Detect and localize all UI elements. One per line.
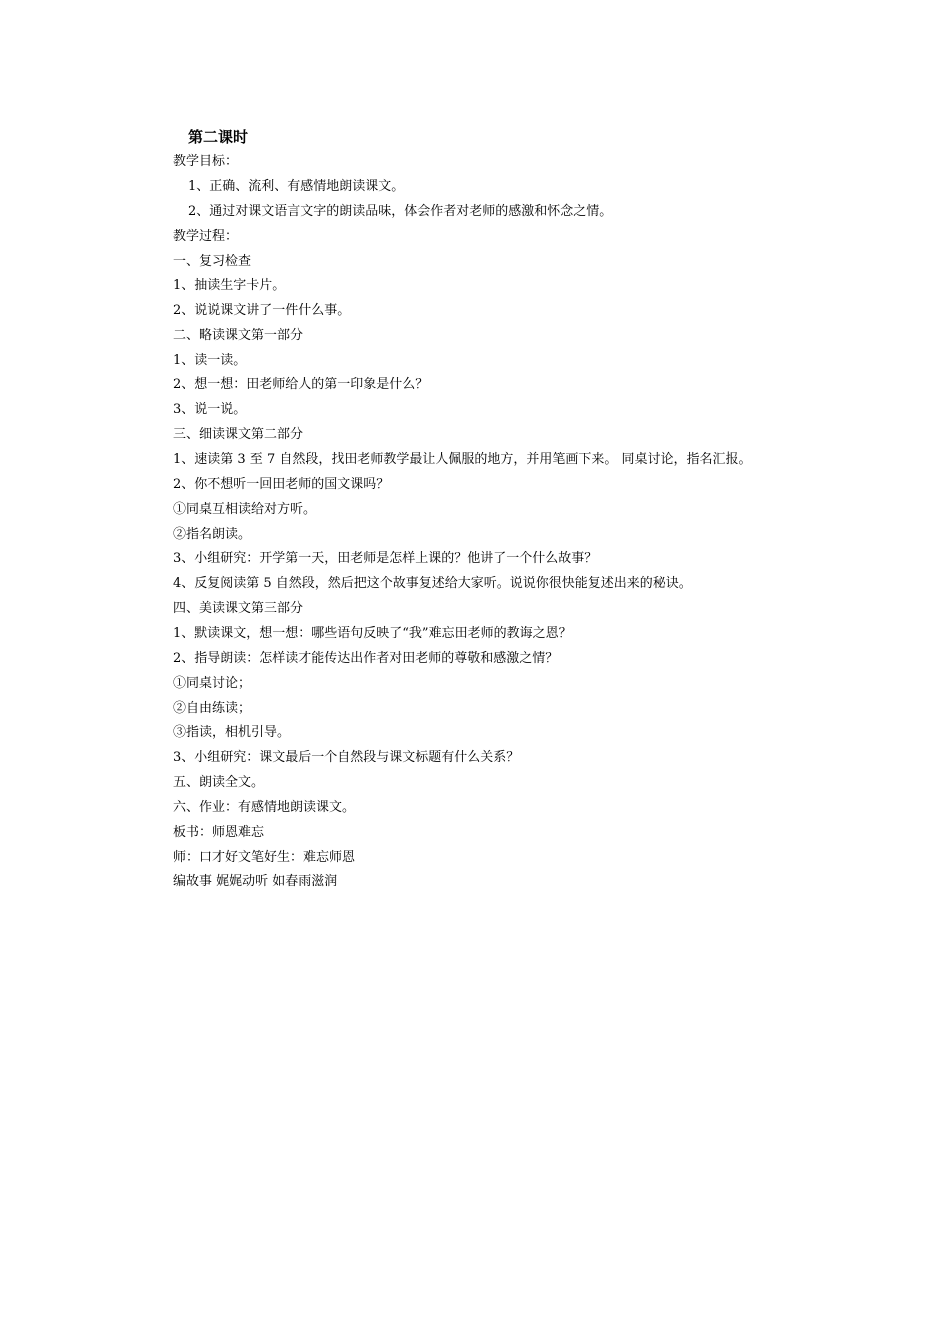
list-item: ③指读，相机引导。 [173,725,291,740]
lesson-title: 第二课时 [188,128,249,146]
list-item: 4、反复阅读第 5 自然段，然后把这个故事复述给大家听。说说你很快能复述出来的秘诀。 [173,576,692,591]
section-heading-goals: 教学目标： [173,154,239,169]
step-heading-part-two: 三、细读课文第二部分 [173,427,304,442]
step-heading-homework: 六、作业：有感情地朗读课文。 [173,800,356,815]
board-writing-line: 编故事 娓娓动听 如春雨滋润 [173,874,338,889]
goal-item-2: 2、通过对课文语言文字的朗读品味，体会作者对老师的感激和怀念之情。 [188,204,613,219]
step-heading-part-one: 二、略读课文第一部分 [173,328,304,343]
board-writing-title: 板书：师恩难忘 [173,825,265,840]
list-item: 1、抽读生字卡片。 [173,278,286,293]
list-item: ①同桌讨论； [173,676,252,691]
list-item: 2、说说课文讲了一件什么事。 [173,303,351,318]
board-writing-line: 师：口才好文笔好生：难忘师恩 [173,850,356,865]
list-item: 1、读一读。 [173,353,247,368]
list-item: 2、想一想：田老师给人的第一印象是什么？ [173,377,429,392]
list-item: 1、默读课文，想一想：哪些语句反映了“我”难忘田老师的教诲之恩？ [173,626,572,641]
list-item: 3、说一说。 [173,402,247,417]
step-heading-review: 一、复习检查 [173,254,252,269]
section-heading-process: 教学过程： [173,229,239,244]
list-item: ②自由练读； [173,701,252,716]
goal-item-1: 1、正确、流利、有感情地朗读课文。 [188,179,405,194]
list-item: 1、速读第 3 至 7 自然段，找田老师教学最让人佩服的地方，并用笔画下来。 同桌讨论，指名汇报。 [173,452,752,467]
list-item: ①同桌互相读给对方听。 [173,502,317,517]
step-heading-read-aloud: 五、朗读全文。 [173,775,265,790]
step-heading-part-three: 四、美读课文第三部分 [173,601,304,616]
list-item: ②指名朗读。 [173,527,252,542]
list-item: 2、指导朗读：怎样读才能传达出作者对田老师的尊敬和感激之情？ [173,651,559,666]
list-item: 2、你不想听一回田老师的国文课吗？ [173,477,390,492]
list-item: 3、小组研究：开学第一天，田老师是怎样上课的？他讲了一个什么故事？ [173,551,598,566]
list-item: 3、小组研究：课文最后一个自然段与课文标题有什么关系？ [173,750,520,765]
